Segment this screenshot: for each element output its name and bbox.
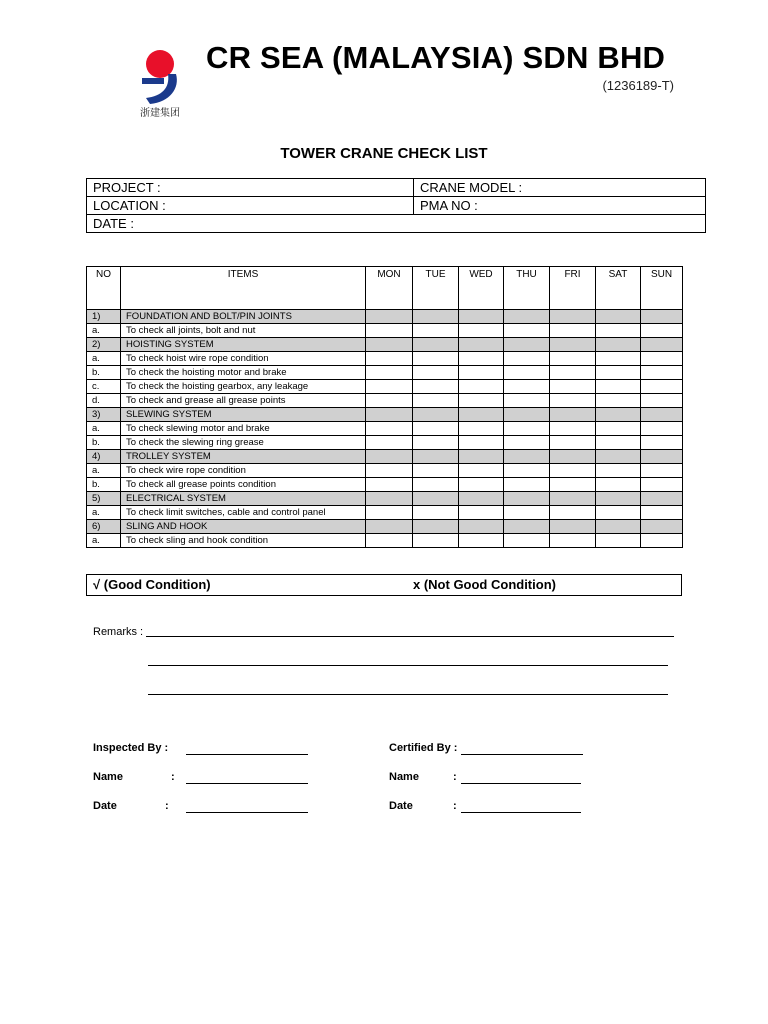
header-no: NO — [87, 267, 121, 310]
check-cell-fri[interactable] — [550, 478, 596, 492]
check-cell-thu[interactable] — [504, 408, 550, 422]
check-cell-wed[interactable] — [459, 408, 504, 422]
check-cell-tue[interactable] — [413, 324, 459, 338]
check-cell-fri[interactable] — [550, 408, 596, 422]
check-cell-wed[interactable] — [459, 310, 504, 324]
check-cell-fri[interactable] — [550, 450, 596, 464]
certified-by-line[interactable] — [461, 754, 583, 755]
check-cell-mon[interactable] — [366, 464, 413, 478]
check-cell-sat[interactable] — [596, 380, 641, 394]
checklist-item-row — [87, 422, 683, 436]
row-item: To check the hoisting motor and brake — [121, 366, 366, 380]
row-number: b. — [87, 436, 121, 450]
checklist-item-row — [87, 478, 683, 492]
check-cell-tue[interactable] — [413, 408, 459, 422]
checklist-item-row — [87, 352, 683, 366]
project-field[interactable]: PROJECT : — [87, 179, 414, 197]
check-cell-mon[interactable] — [366, 534, 413, 548]
row-number: c. — [87, 380, 121, 394]
check-cell-mon[interactable] — [366, 450, 413, 464]
logo-blue-bar — [142, 78, 164, 84]
condition-legend — [86, 574, 682, 596]
name-right-label: Name — [389, 771, 419, 783]
checklist-item-row — [87, 506, 683, 520]
row-number: a. — [87, 422, 121, 436]
project-info-table — [86, 178, 706, 233]
checklist-item-row — [87, 366, 683, 380]
check-cell-fri[interactable] — [550, 352, 596, 366]
legend-good: √ (Good Condition) — [93, 577, 211, 592]
row-number: 4) — [87, 450, 121, 464]
checklist-section-row — [87, 450, 683, 464]
check-cell-sat[interactable] — [596, 492, 641, 506]
check-cell-thu[interactable] — [504, 520, 550, 534]
row-item: To check all grease points condition — [121, 478, 366, 492]
header-fri: FRI — [550, 267, 596, 310]
check-cell-tue[interactable] — [413, 464, 459, 478]
row-item: TROLLEY SYSTEM — [121, 450, 366, 464]
check-cell-tue[interactable] — [413, 380, 459, 394]
check-cell-wed[interactable] — [459, 352, 504, 366]
row-number: 5) — [87, 492, 121, 506]
date-right-colon: : — [453, 800, 457, 812]
check-cell-sun[interactable] — [641, 492, 683, 506]
check-cell-thu[interactable] — [504, 338, 550, 352]
row-item: To check all joints, bolt and nut — [121, 324, 366, 338]
header-sun: SUN — [641, 267, 683, 310]
remarks-label: Remarks : — [93, 626, 144, 638]
check-cell-fri[interactable] — [550, 492, 596, 506]
check-cell-sat[interactable] — [596, 520, 641, 534]
check-cell-fri[interactable] — [550, 324, 596, 338]
check-cell-sat[interactable] — [596, 352, 641, 366]
check-cell-wed[interactable] — [459, 520, 504, 534]
remarks-line-1[interactable] — [146, 636, 674, 637]
check-cell-sun[interactable] — [641, 408, 683, 422]
check-cell-mon[interactable] — [366, 380, 413, 394]
check-cell-sun[interactable] — [641, 478, 683, 492]
check-cell-mon[interactable] — [366, 520, 413, 534]
check-cell-sat[interactable] — [596, 478, 641, 492]
row-number: a. — [87, 506, 121, 520]
check-cell-tue[interactable] — [413, 394, 459, 408]
date-left-colon: : — [165, 800, 169, 812]
check-cell-wed[interactable] — [459, 366, 504, 380]
check-cell-fri[interactable] — [550, 338, 596, 352]
row-number: a. — [87, 534, 121, 548]
check-cell-tue[interactable] — [413, 450, 459, 464]
header-mon: MON — [366, 267, 413, 310]
check-cell-fri[interactable] — [550, 422, 596, 436]
check-cell-tue[interactable] — [413, 534, 459, 548]
check-cell-thu[interactable] — [504, 436, 550, 450]
check-cell-tue[interactable] — [413, 520, 459, 534]
check-cell-wed[interactable] — [459, 450, 504, 464]
pma-no-field[interactable]: PMA NO : — [414, 197, 706, 215]
row-item: SLEWING SYSTEM — [121, 408, 366, 422]
check-cell-sun[interactable] — [641, 380, 683, 394]
check-cell-sat[interactable] — [596, 450, 641, 464]
check-cell-tue[interactable] — [413, 436, 459, 450]
row-number: a. — [87, 464, 121, 478]
inspected-by-line[interactable] — [186, 754, 308, 755]
check-cell-sat[interactable] — [596, 394, 641, 408]
checklist-header-row — [87, 267, 683, 310]
name-left-colon: : — [171, 771, 175, 783]
check-cell-sat[interactable] — [596, 408, 641, 422]
check-cell-fri[interactable] — [550, 366, 596, 380]
check-cell-sat[interactable] — [596, 324, 641, 338]
check-cell-sun[interactable] — [641, 324, 683, 338]
check-cell-sat[interactable] — [596, 366, 641, 380]
check-cell-wed[interactable] — [459, 464, 504, 478]
row-number: 1) — [87, 310, 121, 324]
date-right-label: Date — [389, 800, 413, 812]
check-cell-fri[interactable] — [550, 520, 596, 534]
check-cell-mon[interactable] — [366, 408, 413, 422]
check-cell-sun[interactable] — [641, 310, 683, 324]
row-item: To check the slewing ring grease — [121, 436, 366, 450]
name-left-line[interactable] — [186, 783, 308, 784]
row-item: To check the hoisting gearbox, any leakage — [121, 380, 366, 394]
check-cell-sun[interactable] — [641, 394, 683, 408]
logo-chinese-text: 浙建集团 — [140, 108, 180, 119]
check-cell-tue[interactable] — [413, 352, 459, 366]
check-cell-tue[interactable] — [413, 338, 459, 352]
check-cell-tue[interactable] — [413, 366, 459, 380]
check-cell-sun[interactable] — [641, 520, 683, 534]
check-cell-fri[interactable] — [550, 506, 596, 520]
check-cell-mon[interactable] — [366, 338, 413, 352]
row-item: SLING AND HOOK — [121, 520, 366, 534]
checklist-item-row — [87, 380, 683, 394]
checklist-section-row — [87, 492, 683, 506]
check-cell-thu[interactable] — [504, 352, 550, 366]
check-cell-thu[interactable] — [504, 380, 550, 394]
check-cell-sat[interactable] — [596, 422, 641, 436]
check-cell-tue[interactable] — [413, 422, 459, 436]
row-item: To check hoist wire rope condition — [121, 352, 366, 366]
row-item: FOUNDATION AND BOLT/PIN JOINTS — [121, 310, 366, 324]
check-cell-thu[interactable] — [504, 464, 550, 478]
checklist-section-row — [87, 310, 683, 324]
header-thu: THU — [504, 267, 550, 310]
check-cell-thu[interactable] — [504, 450, 550, 464]
check-cell-sun[interactable] — [641, 352, 683, 366]
check-cell-mon[interactable] — [366, 436, 413, 450]
check-cell-tue[interactable] — [413, 310, 459, 324]
check-cell-sun[interactable] — [641, 338, 683, 352]
check-cell-thu[interactable] — [504, 310, 550, 324]
check-cell-wed[interactable] — [459, 492, 504, 506]
row-number: b. — [87, 478, 121, 492]
check-cell-wed[interactable] — [459, 478, 504, 492]
date-left-label: Date — [93, 800, 117, 812]
check-cell-thu[interactable] — [504, 324, 550, 338]
check-cell-tue[interactable] — [413, 506, 459, 520]
check-cell-sun[interactable] — [641, 506, 683, 520]
check-cell-thu[interactable] — [504, 366, 550, 380]
check-cell-wed[interactable] — [459, 422, 504, 436]
inspected-by-label: Inspected By : — [93, 742, 169, 754]
check-cell-mon[interactable] — [366, 422, 413, 436]
check-cell-wed[interactable] — [459, 394, 504, 408]
check-cell-sun[interactable] — [641, 366, 683, 380]
location-field[interactable]: LOCATION : — [87, 197, 414, 215]
checklist-body — [87, 310, 683, 548]
row-number: d. — [87, 394, 121, 408]
check-cell-thu[interactable] — [504, 422, 550, 436]
row-number: 2) — [87, 338, 121, 352]
checklist-item-row — [87, 394, 683, 408]
check-cell-fri[interactable] — [550, 380, 596, 394]
row-number: a. — [87, 352, 121, 366]
row-item: HOISTING SYSTEM — [121, 338, 366, 352]
check-cell-sat[interactable] — [596, 534, 641, 548]
check-cell-fri[interactable] — [550, 464, 596, 478]
check-cell-wed[interactable] — [459, 534, 504, 548]
remarks-line-2[interactable] — [148, 665, 668, 666]
check-cell-thu[interactable] — [504, 534, 550, 548]
check-cell-sun[interactable] — [641, 436, 683, 450]
check-cell-sun[interactable] — [641, 534, 683, 548]
check-cell-wed[interactable] — [459, 338, 504, 352]
row-item: To check limit switches, cable and control panel — [121, 506, 366, 520]
name-right-line[interactable] — [461, 783, 581, 784]
check-cell-sun[interactable] — [641, 422, 683, 436]
row-item: To check sling and hook condition — [121, 534, 366, 548]
check-cell-mon[interactable] — [366, 366, 413, 380]
date-right-line[interactable] — [461, 812, 581, 813]
certified-by-label: Certified By : — [389, 742, 458, 754]
check-cell-mon[interactable] — [366, 492, 413, 506]
check-cell-fri[interactable] — [550, 310, 596, 324]
check-cell-mon[interactable] — [366, 478, 413, 492]
company-name: CR SEA (MALAYSIA) SDN BHD — [206, 40, 666, 75]
remarks-line-3[interactable] — [148, 694, 668, 695]
check-cell-sun[interactable] — [641, 464, 683, 478]
check-cell-sat[interactable] — [596, 436, 641, 450]
checklist-item-row — [87, 324, 683, 338]
check-cell-sat[interactable] — [596, 310, 641, 324]
registration-number: (1236189-T) — [602, 78, 674, 93]
row-item: ELECTRICAL SYSTEM — [121, 492, 366, 506]
check-cell-thu[interactable] — [504, 478, 550, 492]
check-cell-mon[interactable] — [366, 310, 413, 324]
name-right-colon: : — [453, 771, 457, 783]
check-cell-wed[interactable] — [459, 380, 504, 394]
check-cell-wed[interactable] — [459, 324, 504, 338]
header-tue: TUE — [413, 267, 459, 310]
legend-not-good: x (Not Good Condition) — [413, 577, 556, 592]
checklist-table — [86, 266, 683, 548]
check-cell-wed[interactable] — [459, 436, 504, 450]
row-item: To check slewing motor and brake — [121, 422, 366, 436]
row-item: To check wire rope condition — [121, 464, 366, 478]
logo-red-circle — [146, 50, 174, 78]
row-number: a. — [87, 324, 121, 338]
check-cell-mon[interactable] — [366, 324, 413, 338]
check-cell-tue[interactable] — [413, 492, 459, 506]
name-left-label: Name — [93, 771, 123, 783]
header-sat: SAT — [596, 267, 641, 310]
check-cell-fri[interactable] — [550, 394, 596, 408]
check-cell-tue[interactable] — [413, 478, 459, 492]
checklist-section-row — [87, 520, 683, 534]
check-cell-fri[interactable] — [550, 534, 596, 548]
row-number: 6) — [87, 520, 121, 534]
document-title: TOWER CRANE CHECK LIST — [280, 145, 488, 162]
crane-model-field[interactable]: CRANE MODEL : — [414, 179, 706, 197]
check-cell-sat[interactable] — [596, 506, 641, 520]
check-cell-thu[interactable] — [504, 492, 550, 506]
checklist-section-row — [87, 338, 683, 352]
header-wed: WED — [459, 267, 504, 310]
check-cell-wed[interactable] — [459, 506, 504, 520]
check-cell-sat[interactable] — [596, 338, 641, 352]
check-cell-fri[interactable] — [550, 436, 596, 450]
check-cell-thu[interactable] — [504, 394, 550, 408]
row-item: To check and grease all grease points — [121, 394, 366, 408]
check-cell-mon[interactable] — [366, 394, 413, 408]
row-number: b. — [87, 366, 121, 380]
row-number: 3) — [87, 408, 121, 422]
checklist-item-row — [87, 534, 683, 548]
checklist-item-row — [87, 464, 683, 478]
date-left-line[interactable] — [186, 812, 308, 813]
check-cell-sun[interactable] — [641, 450, 683, 464]
check-cell-thu[interactable] — [504, 506, 550, 520]
check-cell-mon[interactable] — [366, 352, 413, 366]
checklist-section-row — [87, 408, 683, 422]
check-cell-mon[interactable] — [366, 506, 413, 520]
date-field[interactable]: DATE : — [87, 215, 706, 233]
checklist-item-row — [87, 436, 683, 450]
check-cell-sat[interactable] — [596, 464, 641, 478]
header-items: ITEMS — [121, 267, 366, 310]
